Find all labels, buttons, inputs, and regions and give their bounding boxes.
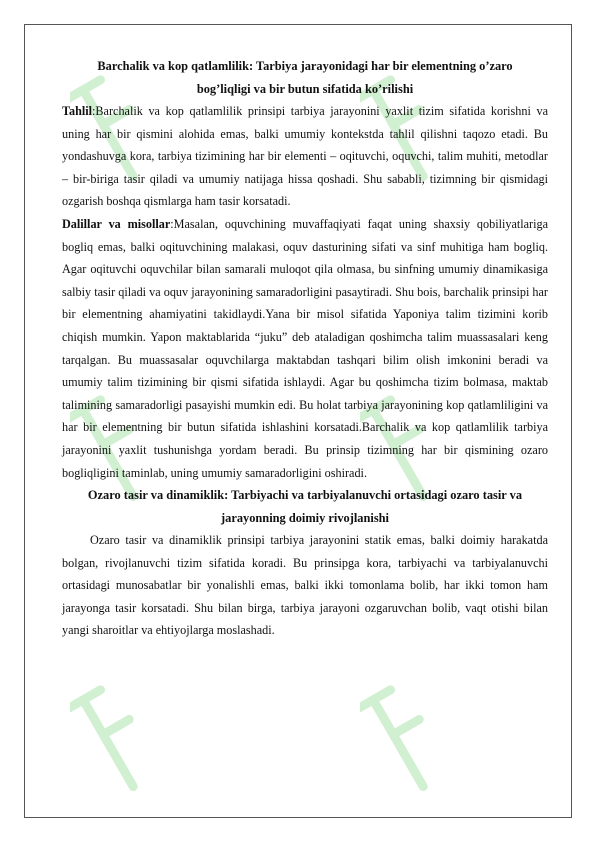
tahlil-paragraph bbox=[62, 100, 548, 213]
dalillar-paragraph bbox=[62, 213, 548, 484]
tahlil-label: Tahlil bbox=[62, 104, 93, 118]
dalillar-text: :Masalan, oquvchining muvaffaqiyati faqat uning shaxsiy qobiliyatlariga bogliq emas, balki oqituvchining malakasi, oquv dasturining sifati va sinf muhitiga ham bogliq. Agar oqituvchi oquvchilar bilan samarali muloqot qila olmasa, bu sinfning umumiy dinamikasiga salbiy tasir qiladi va oquv jarayonining samaradorligini pasaytiradi. Shu bois, barchalik prinsipi har bir elementning ahamiyatini takidlaydi.Yana bir misol sifatida Yaponiya talim tizimini korib chiqish mumkin. Yapon maktablarida “juku” deb ataladigan qoshimcha talim muassasalari keng tarqalgan. Bu muassasalar oquvchilarga maktabdan tashqari bilim olish imkonini beradi va umumiy talim tizimining bir qismi sifatida ishlaydi. Agar bu qoshimcha tizim bolmasa, maktab talimining samaradorligi pasayishi mumkin edi. Bu holat tarbiya jarayonining kop qatlamliligini va har bir elementning bir butun sifatida ishlashini korsatadi.Barchalik va kop qatlamlilik tarbiya jarayonini yaxlit tushunishga yordam beradi. Bu prinsip tizimning har bir qismining ozaro bogliqligini taminlab, uning umumiy samaradorligini oshiradi. bbox=[62, 216, 549, 480]
section1-heading-line2: bog’liqligi va bir butun sifatida ko’rilishi bbox=[196, 81, 414, 96]
section2-heading-line1: Ozaro tasir va dinamiklik: Tarbiyachi va tarbiyalanuvchi ortasidagi ozaro tasir va bbox=[87, 488, 523, 503]
section2-heading-line2: jarayonning doimiy rivojlanishi bbox=[221, 510, 389, 525]
section2-heading bbox=[62, 484, 548, 529]
section2-paragraph: Ozaro tasir va dinamiklik prinsipi tarbiya jarayonini statik emas, balki doimiy harakatda bolgan, rivojlanuvchi tizim sifatida koradi. Bu prinsipga kora, tarbiyachi va tarbiyalanuvchi ortasidagi munosabatlar bir yonalishli emas, balki ikki tomonlama bolib, har ikki tomon ham jarayonga tasir korsatadi. Shu bilan birga, tarbiya jarayoni ozgaruvchan bolib, vaqt otishi bilan yangi sharoitlar va ehtiyojlarga moslashadi. bbox=[62, 533, 548, 638]
dalillar-label: Dalillar va misollar bbox=[62, 216, 171, 231]
section1-heading bbox=[62, 55, 548, 100]
tahlil-text: :Barchalik va kop qatlamlilik prinsipi tarbiya jarayonini yaxlit tizim sifatida korishni va uning har bir qismini alohida emas, balki umumiy kontekstda tahlil qilishni taqozo etadi. Bu yondashuvga kora, tarbiya tizimining har bir elementi – oqituvchi, oquvchi, talim muhiti, metodlar – bir-biriga tasir qiladi va umumiy natijaga hissa qoshadi. Shu sababli, tizimning bir qismidagi ozgarish boshqa qismlarga ham tasir korsatadi. bbox=[62, 104, 548, 209]
section1-heading-line1: Barchalik va kop qatlamlilik: Tarbiya jarayonidagi har bir elementning o’zaro bbox=[97, 59, 513, 73]
document-body bbox=[62, 55, 548, 642]
